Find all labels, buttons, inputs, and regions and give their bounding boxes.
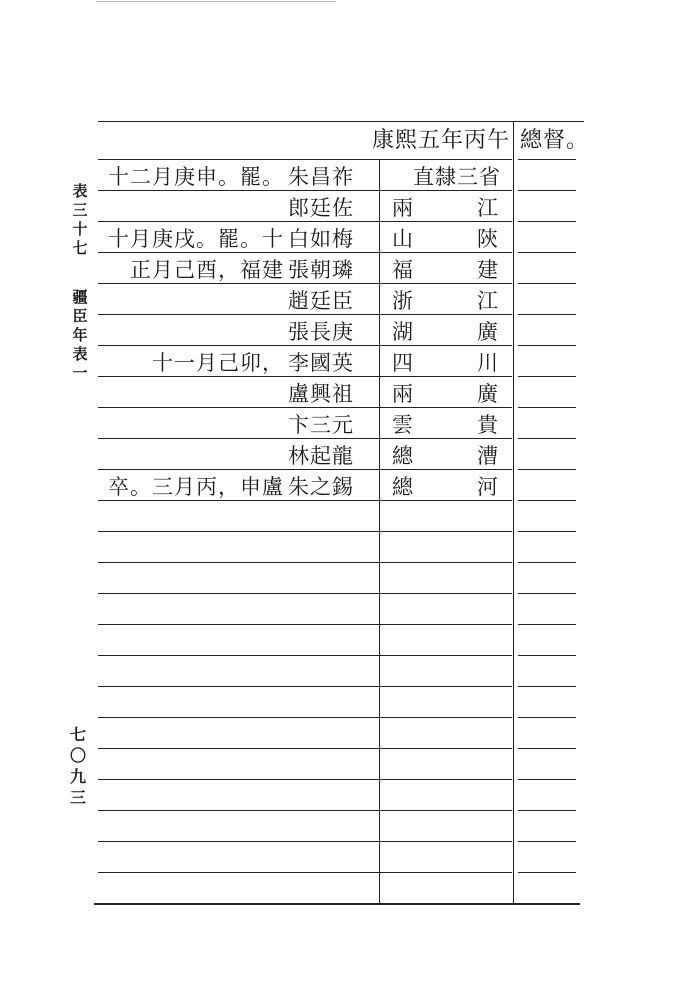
row-rule xyxy=(98,717,512,718)
row-rule xyxy=(98,624,512,625)
title-column-rule xyxy=(518,531,576,532)
region-cell: 雲貴 xyxy=(392,413,562,437)
title-column-rule xyxy=(518,593,576,594)
title-column-rule xyxy=(518,841,576,842)
title-column-rule xyxy=(518,438,576,439)
top-edge-line xyxy=(96,1,336,2)
official-name: 林起龍 xyxy=(288,444,354,468)
row-rule xyxy=(98,655,512,656)
official-name: 張長庚 xyxy=(288,320,354,344)
year-header: 康熙五年丙午 xyxy=(371,128,510,153)
title-column-rule xyxy=(518,314,576,315)
table-number: 表三十七 xyxy=(72,182,88,257)
event-note: 十月庚戌。罷。十 xyxy=(108,227,284,251)
title-column-rule xyxy=(518,190,576,191)
region-cell: 四川 xyxy=(392,351,562,375)
region-cell: 總河 xyxy=(392,475,562,499)
title-column-rule xyxy=(518,283,576,284)
title-column-rule xyxy=(518,500,576,501)
official-name: 白如梅 xyxy=(288,227,354,251)
title-column-rule xyxy=(518,779,576,780)
title-column-rule xyxy=(518,624,576,625)
official-name: 盧興祖 xyxy=(288,382,354,406)
row-rule xyxy=(98,841,512,842)
official-name: 李國英 xyxy=(288,351,354,375)
header-bottom-rule xyxy=(98,159,512,160)
title-column-rule xyxy=(518,159,576,160)
official-name: 趙廷臣 xyxy=(288,289,354,313)
title-column-rule xyxy=(518,562,576,563)
column-title: 總督。 xyxy=(520,128,590,153)
title-column-rule xyxy=(518,376,576,377)
row-rule xyxy=(98,810,512,811)
event-note: 十二月庚申。罷。 xyxy=(108,165,284,189)
event-note: 正月己酉，福建 xyxy=(130,258,284,282)
title-column-rule xyxy=(518,810,576,811)
region-cell: 兩江 xyxy=(392,196,562,220)
region-cell: 兩廣 xyxy=(392,382,562,406)
region-cell: 湖廣 xyxy=(392,320,562,344)
region-cell: 直隸三省 xyxy=(413,165,501,189)
official-name: 卞三元 xyxy=(288,413,354,437)
row-rule xyxy=(98,779,512,780)
region-cell: 山陝 xyxy=(392,227,562,251)
title-column-rule xyxy=(518,686,576,687)
official-name: 郎廷佐 xyxy=(288,196,354,220)
title-column-rule xyxy=(518,407,576,408)
page-number: 七〇九三 xyxy=(69,725,86,807)
title-column-rule xyxy=(518,469,576,470)
title-column-rule xyxy=(518,345,576,346)
title-column-rule xyxy=(518,221,576,222)
region-cell: 福建 xyxy=(392,258,562,282)
row-rule xyxy=(98,531,512,532)
table-title: 疆臣年表一 xyxy=(72,288,88,382)
event-note: 十一月己卯， xyxy=(152,351,284,375)
title-column-rule xyxy=(518,872,576,873)
event-note: 卒。三月丙，申盧 xyxy=(108,475,284,499)
row-rule xyxy=(98,686,512,687)
table-bottom-rule xyxy=(94,903,580,905)
title-column-rule xyxy=(518,748,576,749)
title-column-rule xyxy=(518,655,576,656)
official-name: 朱之錫 xyxy=(288,475,354,499)
official-name: 朱昌祚 xyxy=(288,165,354,189)
title-column-rule xyxy=(518,717,576,718)
region-cell: 浙江 xyxy=(392,289,562,313)
region-cell: 總漕 xyxy=(392,444,562,468)
title-column-rule xyxy=(518,252,576,253)
official-name: 張朝璘 xyxy=(288,258,354,282)
header-top-rule xyxy=(98,121,584,122)
row-rule xyxy=(98,562,512,563)
row-rule xyxy=(98,872,512,873)
row-rule xyxy=(98,593,512,594)
row-rule xyxy=(98,748,512,749)
